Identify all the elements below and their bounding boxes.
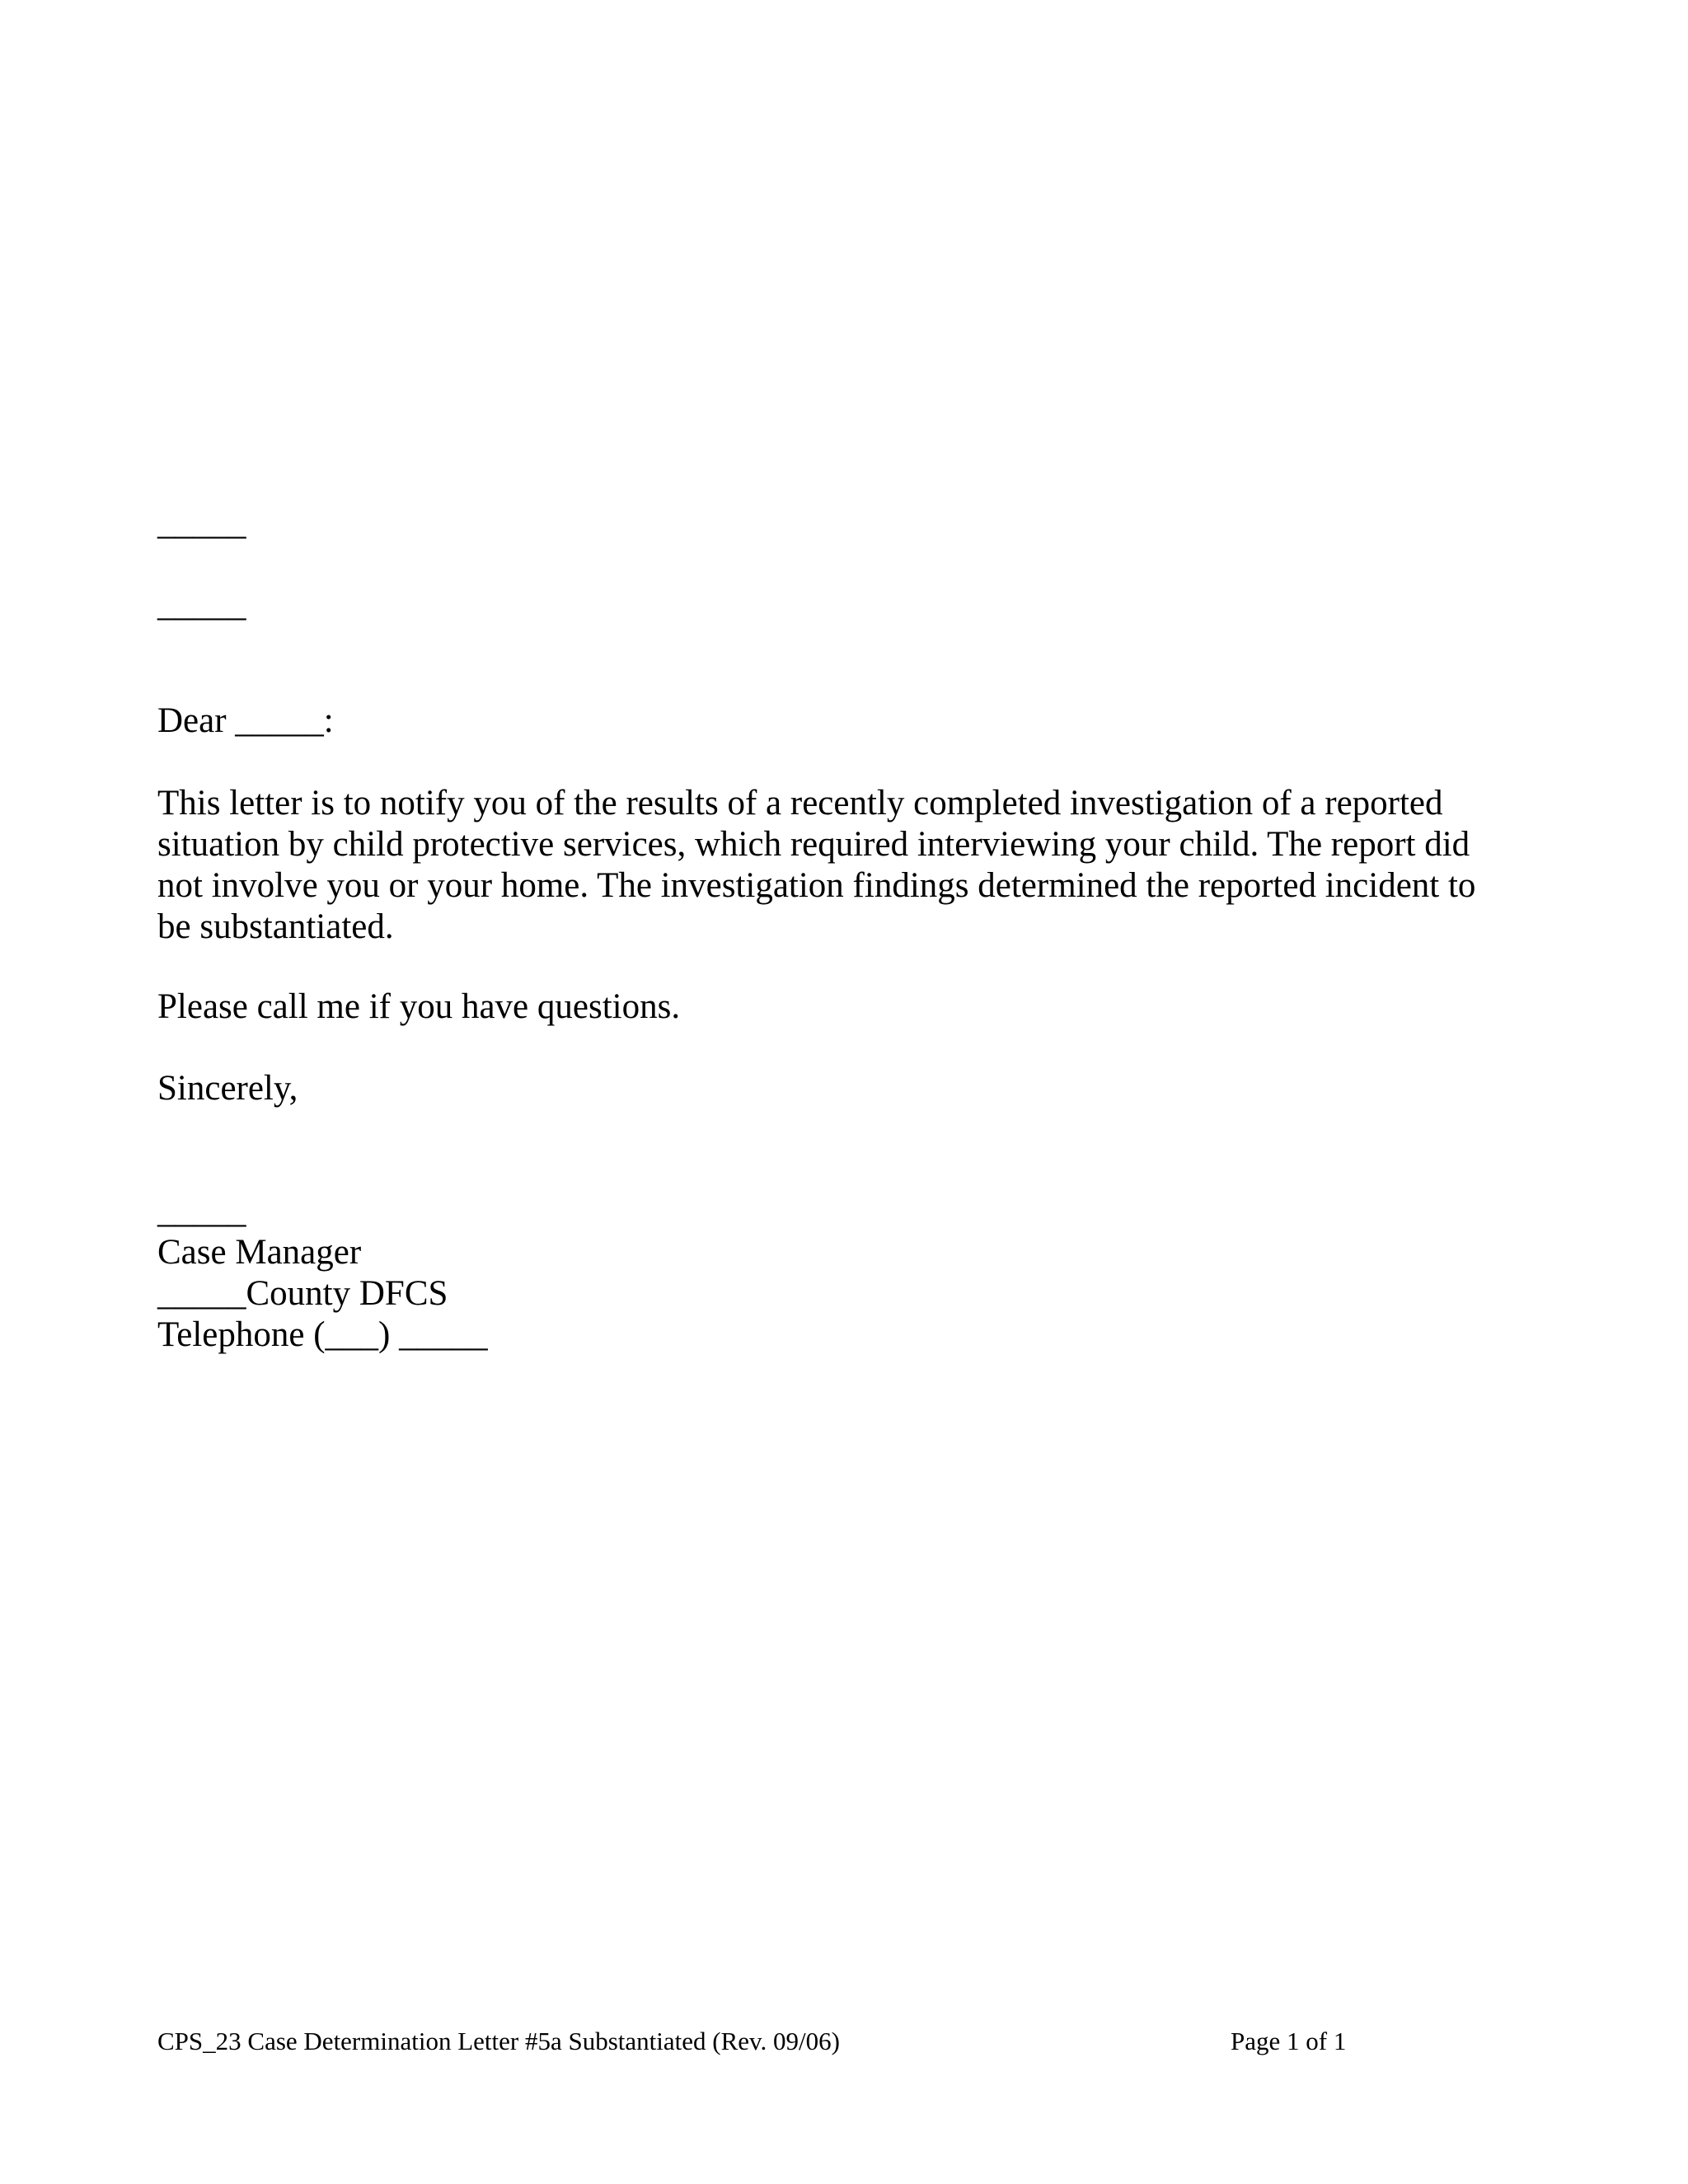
signer-office: _____County DFCS [157,1274,448,1313]
address-line-2: _____ [157,585,246,624]
signer-title: Case Manager [157,1233,362,1272]
footer-form-id: CPS_23 Case Determination Letter #5a Substantiated (Rev. 09/06) [157,2027,840,2055]
signature-blank: _____ [157,1192,246,1230]
address-line-1: _____ [157,504,246,542]
signer-phone: Telephone (___) _____ [157,1315,488,1354]
closing-request: Please call me if you have questions. [157,987,681,1026]
salutation: Dear _____: [157,701,334,740]
body-paragraph: This letter is to notify you of the results of a recently completed investigation of a reported situation by child protective services, which required interviewing your child. The report did not involve you or your home. The investigation findings determined the reported incident to be substantiated. [157,784,1476,946]
valediction: Sincerely, [157,1069,298,1108]
footer-page-number: Page 1 of 1 [1231,2027,1347,2055]
